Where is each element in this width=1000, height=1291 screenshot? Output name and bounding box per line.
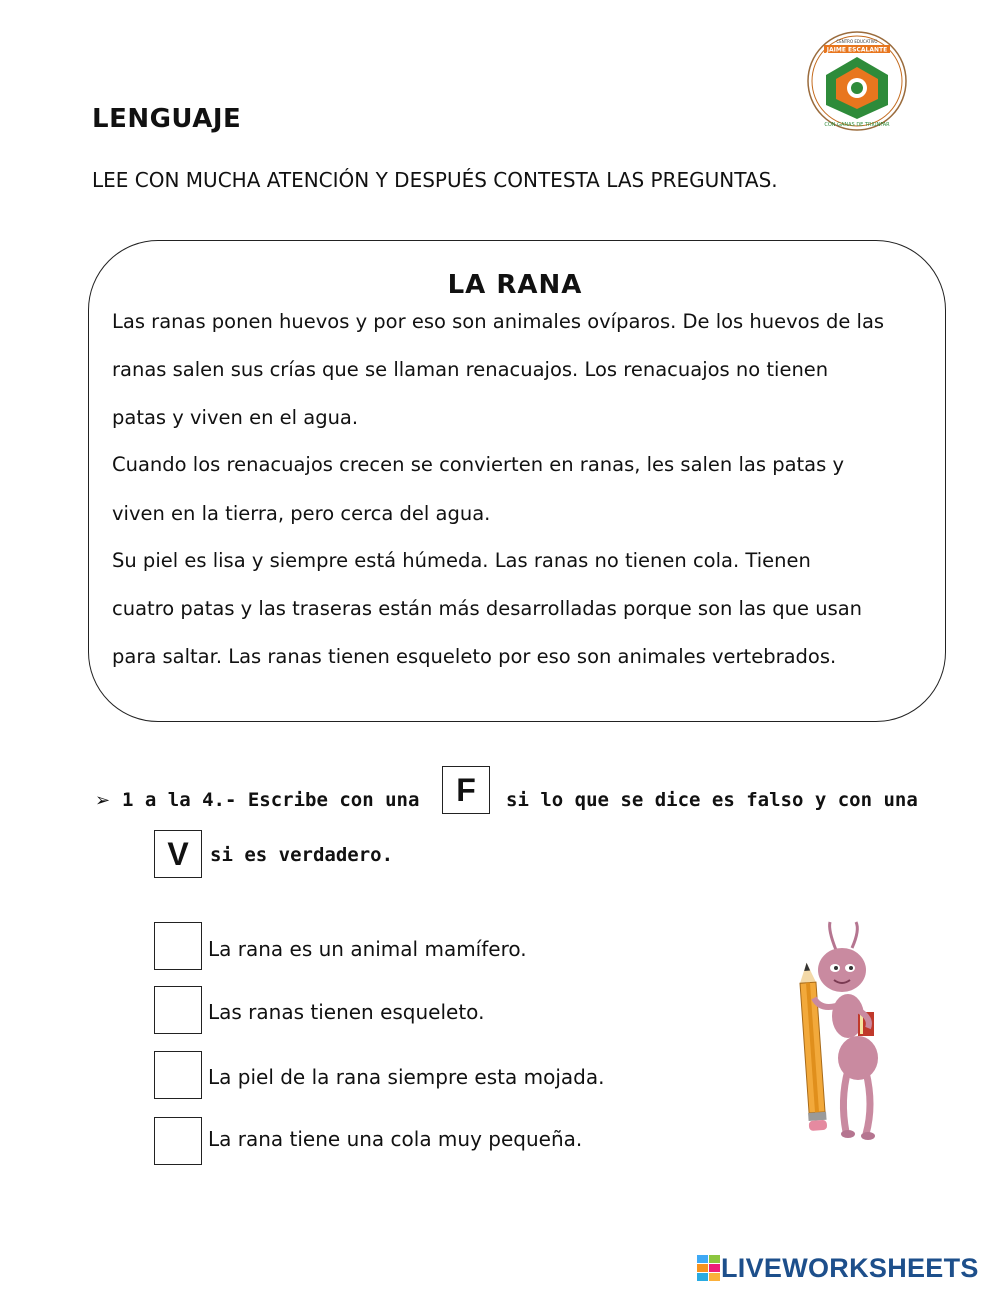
statement-3: La piel de la rana siempre esta mojada. [208,1065,605,1089]
reading-line: Cuando los renacuajos crecen se convierten en ranas, les salen las patas y [112,453,845,476]
liveworksheets-text: LIVEWORKSHEETS [721,1252,979,1283]
true-letter-sample: V [154,830,202,878]
statement-2: Las ranas tienen esqueleto. [208,1000,485,1024]
answer-box-2[interactable] [154,986,202,1034]
question-text-part3: si es verdadero. [210,844,394,866]
page-title: LENGUAJE [92,104,242,134]
reading-line: patas y viven en el agua. [112,406,359,429]
liveworksheets-logo-icon [697,1254,721,1282]
answer-box-1[interactable] [154,922,202,970]
answer-box-4[interactable] [154,1117,202,1165]
statement-1: La rana es un animal mamífero. [208,937,527,961]
false-letter-sample: F [442,766,490,814]
school-logo [806,31,908,131]
logo-text-motto: CON GANAS DE TRIUNFAR [824,122,890,128]
question-text-part2: si lo que se dice es falso y con una [506,789,918,811]
question-text-part1: 1 a la 4.- Escribe con una [122,789,420,811]
ant-with-pencil-icon [790,920,905,1145]
ant-illustration [790,920,905,1145]
reading-line: Las ranas ponen huevos y por eso son animales ovíparos. De los huevos de las [112,310,885,333]
reading-line: para saltar. Las ranas tienen esqueleto por eso son animales vertebrados. [112,645,837,668]
liveworksheets-brand[interactable] [697,1252,979,1284]
logo-text-name: JAIME ESCALANTE [826,46,888,54]
reading-line: ranas salen sus crías que se llaman renacuajos. Los renacuajos no tienen [112,358,829,381]
statement-4: La rana tiene una cola muy pequeña. [208,1127,583,1151]
answer-box-3[interactable] [154,1051,202,1099]
instructions: LEE CON MUCHA ATENCIÓN Y DESPUÉS CONTESTA LAS PREGUNTAS. [92,168,778,192]
bullet-arrow-icon: ➢ [95,790,111,811]
logo-text-top: CENTRO EDUCATIVO [836,39,878,44]
reading-line: viven en la tierra, pero cerca del agua. [112,502,491,525]
reading-line: Su piel es lisa y siempre está húmeda. Las ranas no tienen cola. Tienen [112,549,811,572]
school-seal-icon [806,31,908,131]
reading-line: cuatro patas y las traseras están más desarrolladas porque son las que usan [112,597,863,620]
reading-title: LA RANA [447,270,583,300]
